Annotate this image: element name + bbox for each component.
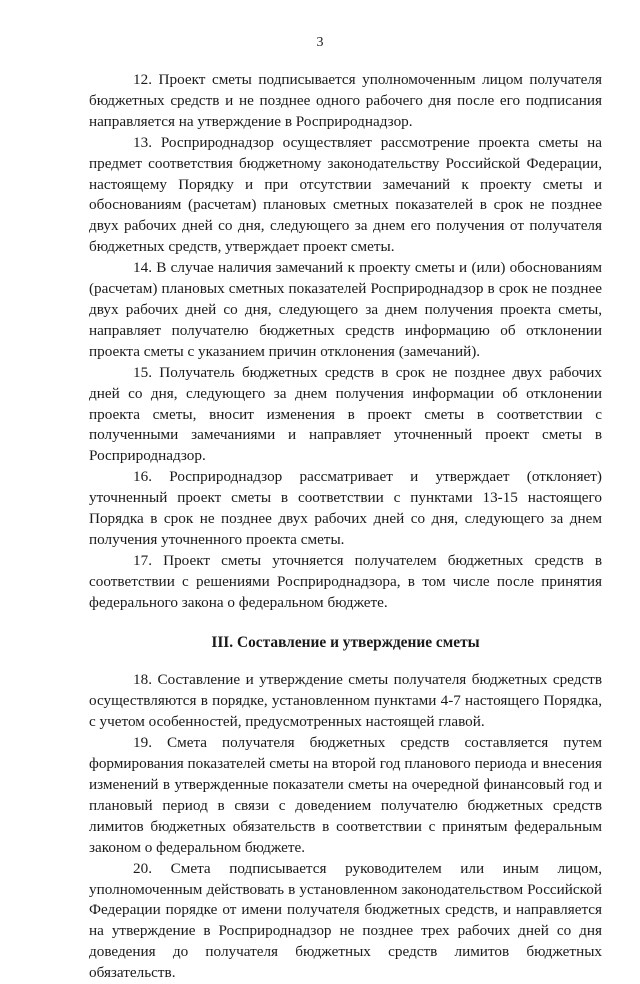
- paragraph-18: 18. Составление и утверждение сметы получателя бюджетных средств осуществляются в порядке, установленном пунктами 4-7 настоящего Порядка, с учетом особенностей, предусмотренных настоящей главой.: [89, 671, 602, 731]
- page-number: 3: [316, 35, 324, 50]
- section-heading: III. Составление и утверждение сметы: [211, 633, 480, 651]
- paragraph-15: 15. Получатель бюджетных средств в срок не позднее двух рабочих дней со дня, следующего за днем получения информации об отклонении проекта сметы, вносит изменения в проект сметы в соответствии с полученными замечаниями и направляет уточненный проект сметы в Росприроднадзор.: [89, 363, 602, 465]
- paragraph-13: 13. Росприроднадзор осуществляет рассмотрение проекта сметы на предмет соответствия бюджетному законодательству Российской Федерации, настоящему Порядку и при отсутствии замечаний к проекту сметы и обоснованиям (расчетам) плановых сметных показателей в срок не позднее двух рабочих дней со дня, следующего за днем его получения от получателя бюджетных средств, утверждает проект сметы.: [89, 133, 602, 256]
- paragraph-16: 16. Росприроднадзор рассматривает и утверждает (отклоняет) уточненный проект сметы в соответствии с пунктами 13-15 настоящего Порядка в срок не позднее двух рабочих дней со дня, следующего за днем получения уточненного проекта сметы.: [89, 468, 602, 548]
- paragraph-20: 20. Смета подписывается руководителем или иным лицом, уполномоченным действовать в установленном законодательством Российской Федерации порядке от имени получателя бюджетных средств, и направляется на утверждение в Росприроднадзор не позднее трех рабочих дней со дня доведения до получателя бюджетных средств лимитов бюджетных обязательств.: [89, 859, 602, 982]
- paragraph-14: 14. В случае наличия замечаний к проекту сметы и (или) обоснованиям (расчетам) плановых сметных показателей Росприроднадзор в срок не позднее двух рабочих дней со дня, следующего за днем получения проекта сметы, направляет получателю бюджетных средств информацию об отклонении проекта сметы с указанием причин отклонения (замечаний).: [89, 259, 602, 360]
- paragraph-12: 12. Проект сметы подписывается уполномоченным лицом получателя бюджетных средств и не позднее одного рабочего дня после его подписания направляется на утверждение в Росприроднадзор.: [89, 71, 602, 130]
- paragraph-19: 19. Смета получателя бюджетных средств составляется путем формирования показателей сметы на второй год планового периода и внесения изменений в утвержденные показатели сметы на очередной финансовый год и плановый период в связи с доведением получателю бюджетных средств лимитов бюджетных обязательств в соответствии с принятым федеральным законом о федеральном бюджете.: [89, 734, 602, 856]
- document-body: [89, 70, 602, 984]
- paragraph-17: 17. Проект сметы уточняется получателем бюджетных средств в соответствии с решениями Росприроднадзора, в том числе после принятия федерального закона о федеральном бюджете.: [89, 551, 602, 611]
